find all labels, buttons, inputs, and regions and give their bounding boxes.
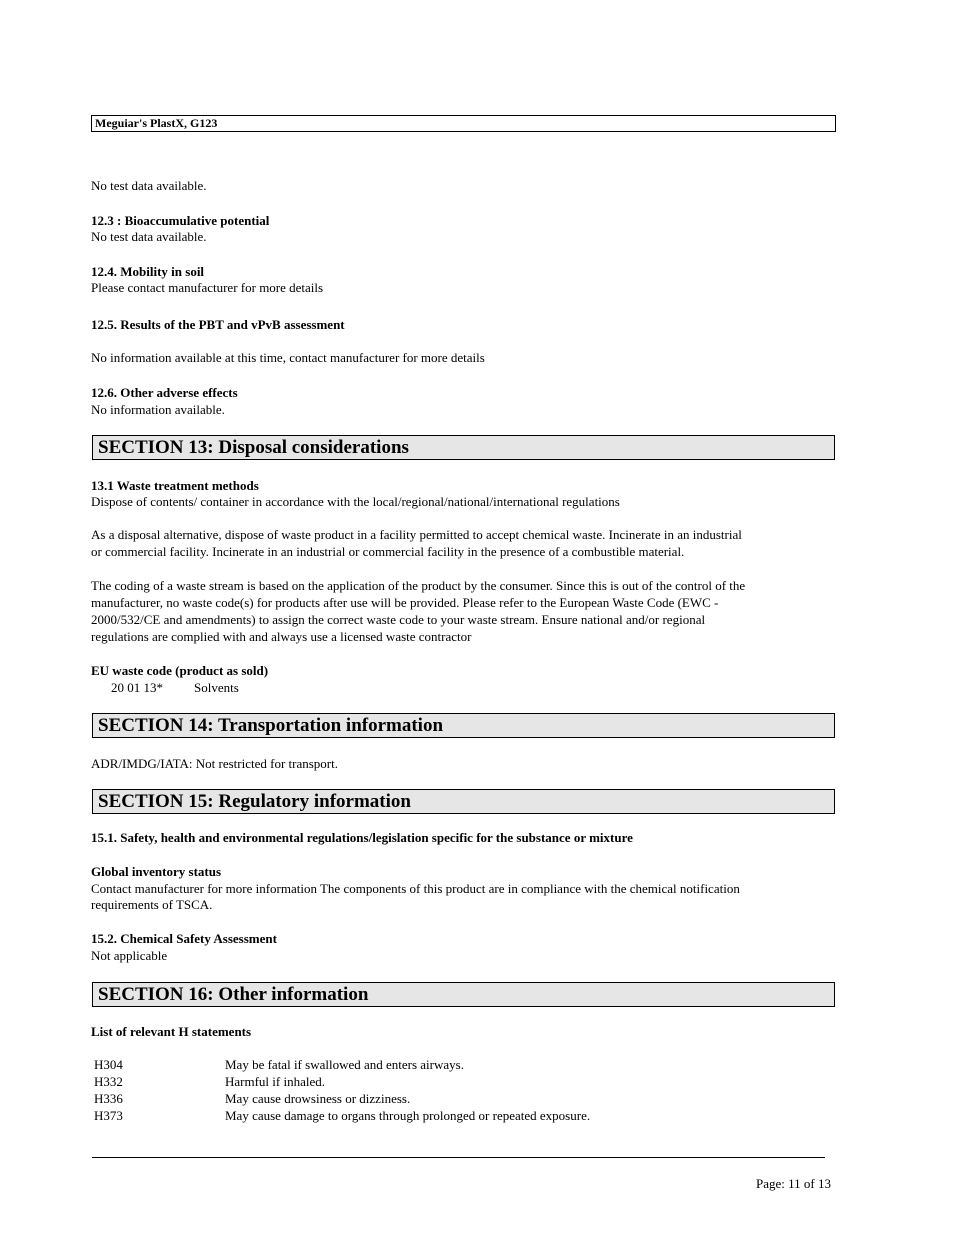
s14-transport-text: ADR/IMDG/IATA: Not restricted for transport.: [91, 756, 338, 771]
h-statement-code: H332: [94, 1074, 123, 1089]
s12-intro-text: No test data available.: [91, 178, 207, 193]
footer-divider: [92, 1157, 825, 1158]
section-16-title: SECTION 16: Other information: [92, 982, 835, 1007]
h-statement-code: H336: [94, 1091, 123, 1106]
s12-3-text: No test data available.: [91, 229, 207, 244]
h-statement-code: H304: [94, 1057, 123, 1072]
s13-coding-line-2: manufacturer, no waste code(s) for products after use will be provided. Please refer to the European Waste Code (EWC -: [91, 595, 719, 610]
eu-waste-code-value: 20 01 13*: [111, 680, 163, 695]
s15-2-heading: 15.2. Chemical Safety Assessment: [91, 931, 277, 946]
h-statement-text: Harmful if inhaled.: [225, 1074, 325, 1089]
h-statement-text: May cause drowsiness or dizziness.: [225, 1091, 411, 1106]
s12-6-text: No information available.: [91, 402, 225, 417]
s15-2-text: Not applicable: [91, 948, 168, 963]
s13-1-heading: 13.1 Waste treatment methods: [91, 478, 259, 493]
s12-5-text: No information available at this time, contact manufacturer for more details: [91, 350, 485, 365]
s12-5-heading: 12.5. Results of the PBT and vPvB assessment: [91, 317, 345, 332]
h-statement-text: May cause damage to organs through prolonged or repeated exposure.: [225, 1108, 591, 1123]
section-14-title: SECTION 14: Transportation information: [92, 713, 835, 738]
global-inventory-line-2: requirements of TSCA.: [91, 897, 213, 912]
section-15-title: SECTION 15: Regulatory information: [92, 789, 835, 814]
s12-3-heading: 12.3 : Bioaccumulative potential: [91, 213, 270, 228]
s13-alt-line-2: or commercial facility. Incinerate in an industrial or commercial facility in the presence of a combustible material.: [91, 544, 685, 559]
s15-1-heading: 15.1. Safety, health and environmental regulations/legislation specific for the substance or mixture: [91, 830, 633, 845]
s13-disposal-text: Dispose of contents/ container in accordance with the local/regional/national/international regulations: [91, 494, 620, 509]
s13-coding-line-1: The coding of a waste stream is based on the application of the product by the consumer. Since this is out of the control of the: [91, 578, 746, 593]
eu-waste-code-heading: EU waste code (product as sold): [91, 663, 269, 678]
document-header-product: Meguiar's PlastX, G123: [91, 115, 836, 132]
h-statements-heading: List of relevant H statements: [91, 1024, 252, 1039]
h-statement-text: May be fatal if swallowed and enters airways.: [225, 1057, 464, 1072]
s13-coding-line-4: regulations are complied with and always use a licensed waste contractor: [91, 629, 472, 644]
section-13-title: SECTION 13: Disposal considerations: [92, 435, 835, 460]
global-inventory-heading: Global inventory status: [91, 864, 222, 879]
s12-6-heading: 12.6. Other adverse effects: [91, 385, 238, 400]
h-statement-code: H373: [94, 1108, 123, 1123]
s12-4-heading: 12.4. Mobility in soil: [91, 264, 205, 279]
global-inventory-line-1: Contact manufacturer for more information The components of this product are in compliance with the chemical notification: [91, 881, 740, 896]
s13-coding-line-3: 2000/532/CE and amendments) to assign the correct waste code to your waste stream. Ensure national and/or regional: [91, 612, 706, 627]
eu-waste-code-description: Solvents: [194, 680, 239, 695]
s12-4-text: Please contact manufacturer for more details: [91, 280, 324, 295]
s13-alt-line-1: As a disposal alternative, dispose of waste product in a facility permitted to accept chemical waste. Incinerate in an industrial: [91, 527, 742, 542]
page-number: Page: 11 of 13: [756, 1176, 831, 1191]
